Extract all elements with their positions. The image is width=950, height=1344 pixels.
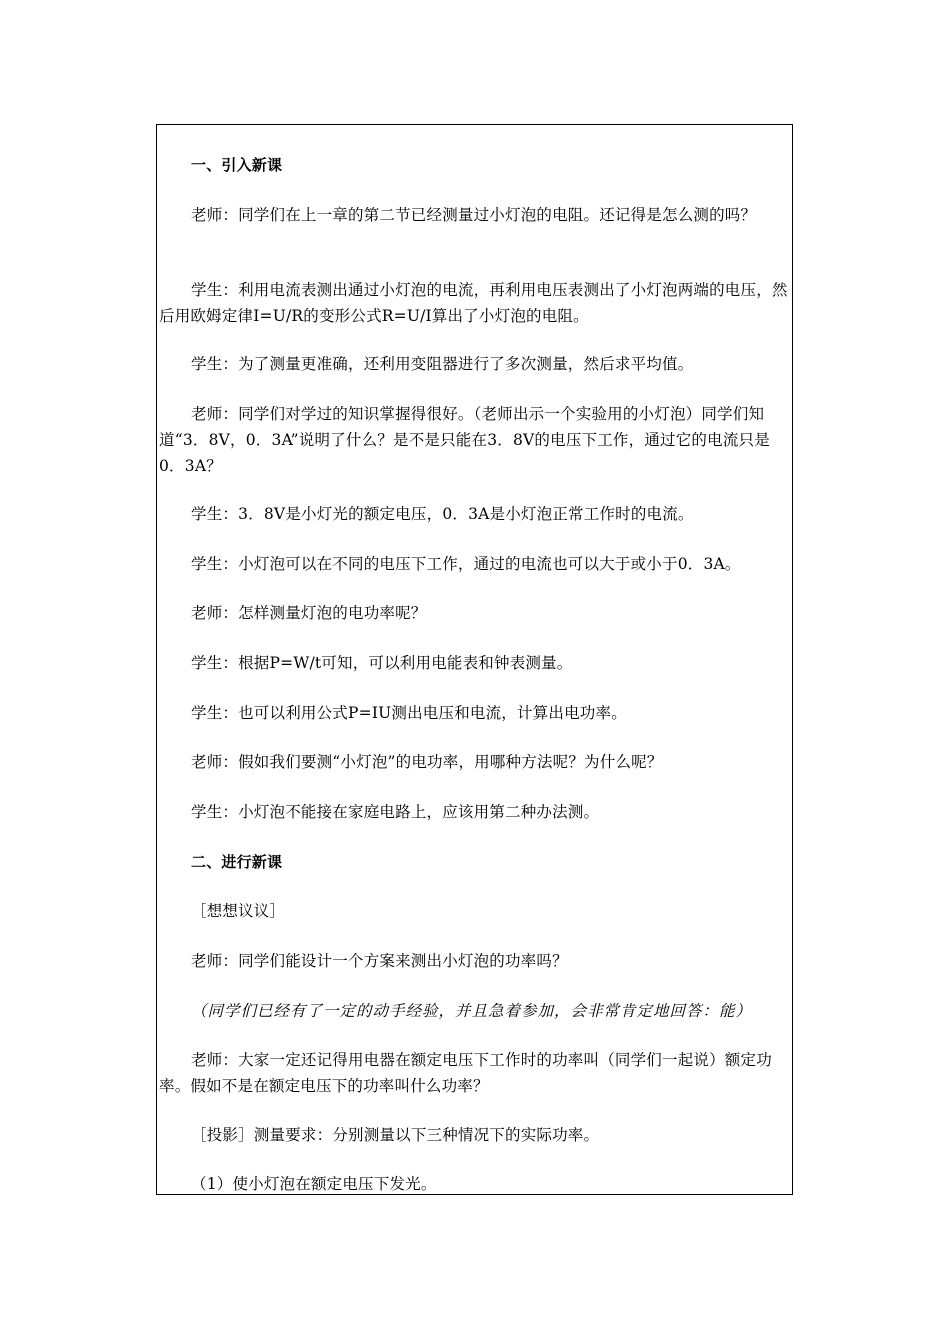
paragraph-student-formula: 学生：也可以利用公式P=IU测出电压和电流，计算出电功率。 [191, 704, 627, 722]
paragraph-discussion-label: ［想想议议］ [191, 902, 286, 920]
paragraph-student-method: 学生：利用电流表测出通过小灯泡的电流，再利用电压表测出了小灯泡两端的电压，然后用欧姆定律I=U/R的变形公式R=U/I算出了小灯泡的电阻。 [159, 281, 788, 325]
paragraph-student-rated-voltage: 学生：3．8V是小灯光的额定电压，0．3A是小灯泡正常工作时的电流。 [191, 505, 694, 523]
section-heading-introduce-lesson: 一、引入新课 [191, 156, 283, 174]
paragraph-teacher-rated-power: 老师：大家一定还记得用电器在额定电压下工作时的功率叫（同学们一起说）额定功率。假如不是在额定电压下的功率叫什么功率？ [159, 1051, 772, 1095]
section-heading-new-lesson: 二、进行新课 [191, 853, 283, 871]
paragraph-teacher-design-plan: 老师：同学们能设计一个方案来测出小灯泡的功率吗？ [191, 952, 568, 970]
paragraph-student-second-method: 学生：小灯泡不能接在家庭电路上，应该用第二种办法测。 [191, 803, 600, 821]
paragraph-teacher-which-method: 老师：假如我们要测“小灯泡”的电功率，用哪种方法呢？为什么呢？ [191, 753, 663, 771]
paragraph-teacher-measure-power: 老师：怎样测量灯泡的电功率呢？ [191, 604, 427, 622]
paragraph-teacher-question-resistance: 老师：同学们在上一章的第二节已经测量过小灯泡的电阻。还记得是怎么测的吗？ [191, 206, 757, 224]
paragraph-student-different-voltage: 学生：小灯泡可以在不同的电压下工作，通过的电流也可以大于或小于0．3A。 [191, 555, 741, 573]
paragraph-requirement-1: （1）使小灯泡在额定电压下发光。 [191, 1175, 437, 1193]
paragraph-student-average: 学生：为了测量更准确，还利用变阻器进行了多次测量，然后求平均值。 [191, 355, 694, 373]
paragraph-class-response-note: （同学们已经有了一定的动手经验，并且急着参加，会非常肯定地回答：能） [191, 1002, 753, 1020]
paragraph-student-energy-meter: 学生：根据P=W/t可知，可以利用电能表和钟表测量。 [191, 654, 573, 672]
paragraph-projection-requirements: ［投影］测量要求：分别测量以下三种情况下的实际功率。 [191, 1126, 600, 1144]
lesson-content-box [156, 124, 793, 1195]
paragraph-teacher-bulb-rating: 老师：同学们对学过的知识掌握得很好。（老师出示一个实验用的小灯泡）同学们知道“3．8V，0．3A”说明了什么？是不是只能在3．8V的电压下工作，通过它的电流只是0．3A？ [159, 405, 770, 475]
